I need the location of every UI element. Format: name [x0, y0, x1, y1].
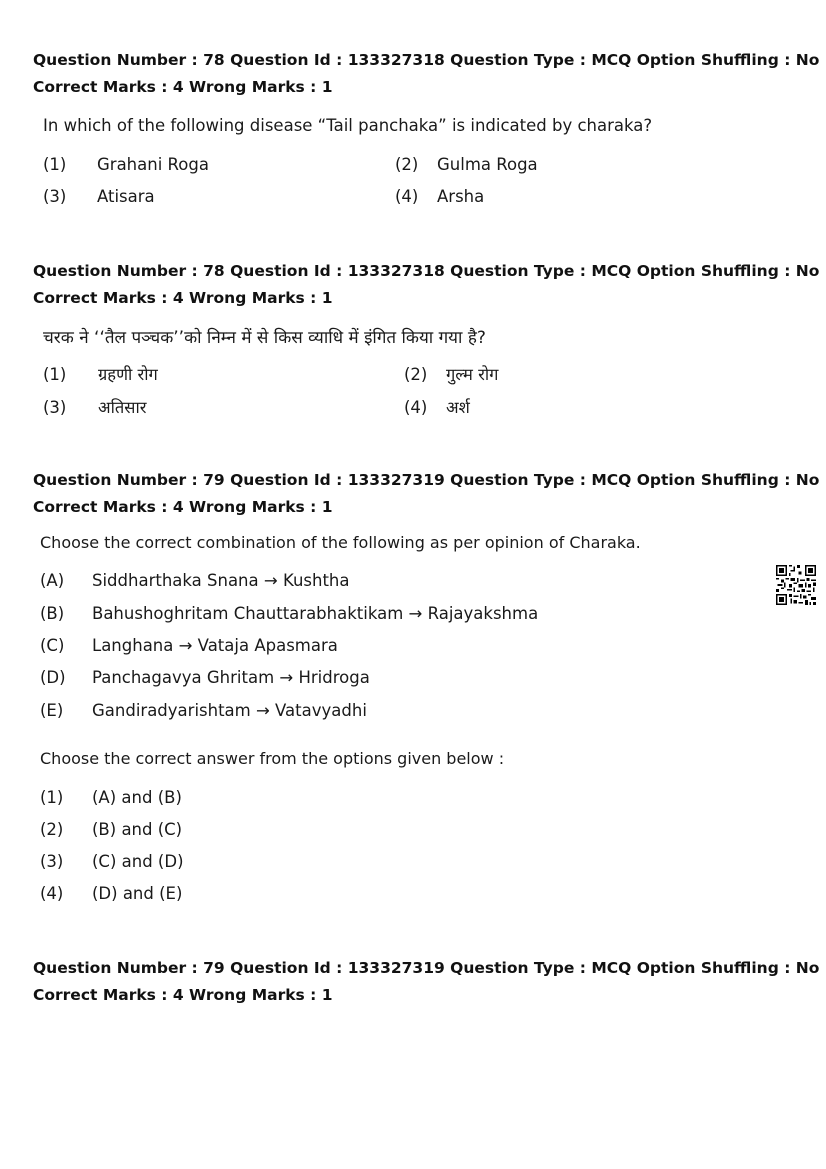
q78-en-option-2: Gulma Roga: [437, 155, 538, 174]
q78-en-header-line2: Correct Marks : 4 Wrong Marks : 1: [33, 78, 333, 96]
q79-en-item-a-num: (A): [40, 571, 65, 590]
q79-en-item-d: Panchagavya Ghritam → Hridroga: [92, 668, 370, 687]
q79-en-option-3-num: (3): [40, 852, 64, 871]
q79-en-item-a: Siddharthaka Snana → Kushtha: [92, 571, 350, 590]
q79-en-item-d-num: (D): [40, 668, 66, 687]
q79-en-option-3: (C) and (D): [92, 852, 184, 871]
q79-en-item-b-num: (B): [40, 604, 65, 623]
q78-hi-question: चरक ने ‘‘तैल पञ्चक’’को निम्न में से किस व्याधि में इंगित किया गया है?: [43, 328, 486, 348]
q79-en-item-c-num: (C): [40, 636, 65, 655]
q79-en-instruction: Choose the correct answer from the options given below :: [40, 749, 505, 768]
q78-hi-option-4-num: (4): [404, 398, 428, 417]
q79-en-option-1-num: (1): [40, 788, 64, 807]
q78-en-option-3: Atisara: [97, 187, 155, 206]
q79-en-item-e-num: (E): [40, 701, 64, 720]
q78-en-option-3-num: (3): [43, 187, 67, 206]
q78-en-option-2-num: (2): [395, 155, 419, 174]
q78-hi-option-3: अतिसार: [98, 398, 147, 417]
q79-en-option-1: (A) and (B): [92, 788, 182, 807]
q79-en-header-line1: Question Number : 79 Question Id : 133327319 Question Type : MCQ Option Shuffling : No: [33, 471, 820, 489]
q78-hi-header-line2: Correct Marks : 4 Wrong Marks : 1: [33, 289, 333, 307]
q78-hi-option-3-num: (3): [43, 398, 67, 417]
qr-code-icon: [776, 565, 816, 605]
q78-hi-option-2: गुल्म रोग: [446, 365, 499, 384]
q78-en-header-line1: Question Number : 78 Question Id : 133327318 Question Type : MCQ Option Shuffling : No: [33, 51, 820, 69]
q79-en-option-2: (B) and (C): [92, 820, 183, 839]
q79-hi-header-line2: Correct Marks : 4 Wrong Marks : 1: [33, 986, 333, 1004]
q78-en-option-1: Grahani Roga: [97, 155, 209, 174]
q78-hi-option-4: अर्श: [446, 398, 470, 417]
q78-en-question: In which of the following disease “Tail panchaka” is indicated by charaka?: [43, 116, 653, 135]
q78-hi-option-1: ग्रहणी रोग: [98, 365, 158, 384]
q79-en-item-c: Langhana → Vataja Apasmara: [92, 636, 338, 655]
q79-en-option-4: (D) and (E): [92, 884, 183, 903]
q78-hi-option-2-num: (2): [404, 365, 428, 384]
q78-hi-option-1-num: (1): [43, 365, 67, 384]
q78-hi-header-line1: Question Number : 78 Question Id : 133327318 Question Type : MCQ Option Shuffling : No: [33, 262, 820, 280]
q79-en-item-e: Gandiradyarishtam → Vatavyadhi: [92, 701, 367, 720]
q79-en-option-4-num: (4): [40, 884, 64, 903]
q79-hi-header-line1: Question Number : 79 Question Id : 133327319 Question Type : MCQ Option Shuffling : No: [33, 959, 820, 977]
q78-en-option-4-num: (4): [395, 187, 419, 206]
q79-en-option-2-num: (2): [40, 820, 64, 839]
q79-en-item-b: Bahushoghritam Chauttarabhaktikam → Rajayakshma: [92, 604, 539, 623]
q79-en-header-line2: Correct Marks : 4 Wrong Marks : 1: [33, 498, 333, 516]
q78-en-option-4: Arsha: [437, 187, 485, 206]
q79-en-question: Choose the correct combination of the following as per opinion of Charaka.: [40, 533, 641, 552]
q78-en-option-1-num: (1): [43, 155, 67, 174]
